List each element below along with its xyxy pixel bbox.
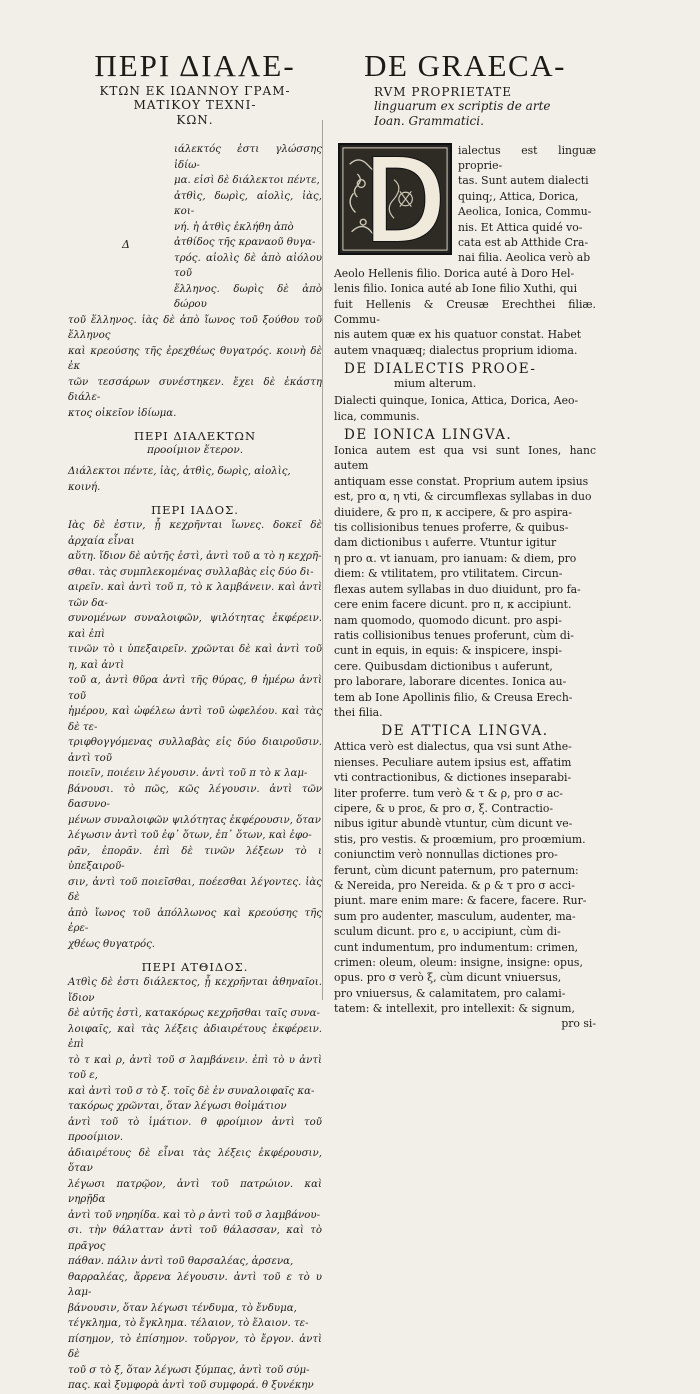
latin-paragraph: Dialecti quinque, Ionica, Attica, Dorica, Aeo- lica, communis. <box>334 394 579 423</box>
latin-section-dialects <box>334 361 596 424</box>
greek-section-attic <box>68 960 322 1394</box>
intro-block <box>334 143 596 359</box>
latin-section-ionic <box>334 427 596 720</box>
section-subheading: προοίμιον ἕτερον. <box>146 444 244 457</box>
latin-title-caps: RVM PROPRIETATE <box>374 84 513 99</box>
latin-title <box>334 50 596 129</box>
section-heading: ΠΕΡΙ ΙΑΔΟΣ. <box>151 503 239 518</box>
latin-column <box>334 50 596 1030</box>
section-heading: DE ATTICA LINGVA. <box>381 723 549 740</box>
latin-intro-continued: Aeolo Hellenis filio. Dorica auté à Doro Hel- lenis filio. Ionica auté ab Ione filio Xuthi, qui fuit Hellenis & Creusæ Erechthei filiæ. Commu- nis autem quæ ex his quatuor constat. Habet autem vnaquæq; dialectus proprium idioma. <box>334 266 596 357</box>
greek-column <box>68 50 322 1394</box>
greek-title-main: ΠΕΡΙ ΔΙΑΛΕ- <box>94 48 296 83</box>
greek-section-dialects <box>68 429 322 495</box>
latin-paragraph: Ionica autem est qua vsi sunt Iones, hanc autem antiquam esse constat. Proprium autem ipsius est, pro α, η vti, & circumflexas syllabas in duo diuidere, & pro π, κ accipere, & pro aspira- tis collisionibus tenues proferre, & quibus- dam dictionibus ι auferre. Vtuntur igitur η pro α. vt ianuam, pro ianuam: & diem, pro diem: & vtilitatem, pro vtilitatem. Circun- flexas autem syllabas in duo diuidunt, pro fa- cere enim facere dicunt. pro π, κ accipiunt. nam quomodo, quomodo dicunt. pro aspi- ratis collisionibus tenues proferunt, cùm di- cunt in equis, in equis: & inspicere, inspi- cere. Quibusdam dictionibus ι auferunt, pro laborare, laborare dicentes. Ionica au- tem ab Ione Apollinis filio, & Creusa Erech- thei filia. <box>334 444 596 719</box>
latin-section-attic <box>334 723 596 1029</box>
section-subheading: mium alterum. <box>394 377 477 391</box>
greek-title-line: ΚΩΝ. <box>176 112 214 127</box>
greek-paragraph: Ατθὶς δὲ ἐστι διάλεκτος, ᾗ κεχρῆνται ἀθηναῖοι. ἴδιον δὲ αὐτῆς ἐστὶ, κατακόρως κεχρῆσθαι ταῖς συνα- λοιφαῖς, καὶ τὰς λέξεις ἀδιαιρέτους ἐκφέρειν. ἐπὶ τὸ τ καὶ ρ, ἀντὶ τοῦ σ λαμβάνειν. ἐπὶ τὸ υ ἀντὶ τοῦ ε, καὶ ἀντὶ τοῦ σ τὸ ξ. τοῖς δὲ ἐν συναλοιφαῖς κα- τακόρως χρῶνται, ὅταν λέγωσι θοἰμάτιον ἀντὶ τοῦ τὸ ἱμάτιον. θ φροίμιον ἀντὶ τοῦ προοίμιον. ἀδιαιρέτους δὲ εἶναι τὰς λέξεις ἐκφέρουσιν, ὅταν λέγωσι πατρῷον, ἀντὶ τοῦ πατρώιον. καὶ νηρῇδα ἀντὶ τοῦ νηρηίδα. καὶ τὸ ρ ἀντὶ τοῦ σ λαμβάνου- σι. τὴν θάλατταν ἀντὶ τοῦ θάλασσαν, καὶ τὸ πρᾶγος πάθαν. πάλιν ἀντὶ τοῦ θαρσαλέας, ἀρσενα, θαρραλέας, ἄρρενα λέγουσιν. ἀντὶ τοῦ ε τὸ υ λαμ- βάνουσιν, ὅταν λέγωσι τένδυμα, τὸ ἔνδυμα, τέγκλημα, τὸ ἔγκλημα. τέλαιον, τὸ ἔλαιον. τε- πίσημον, τὸ ἐπίσημον. τοὔργον, τὸ ἔργον. ἀντὶ δὲ τοῦ σ τὸ ξ, ὅταν λέγωσι ξύμπας, ἀντὶ τοῦ σύμ- πας. καὶ ξυμφορὰ ἀντὶ τοῦ συμφορά. θ ξυνέκην <box>68 977 322 1392</box>
greek-title <box>68 50 322 126</box>
greek-intro-continued: τοῦ ἕλληνος. ἰὰς δὲ ἀπὸ ἴωνος τοῦ ξούθου τοῦ ἕλληνος καὶ κρεούσης τῆς ἐρεχθέως θυγατρός. κοινὴ δὲ ἐκ τῶν τεσσάρων συνέστηκεν. ἔχει δὲ ἑκάστη διάλε- κτος οἰκεῖον ἰδίωμα. <box>68 314 322 419</box>
greek-paragraph: Ιὰς δὲ ἐστιν, ᾗ κεχρῆνται ἴωνες. δοκεῖ δὲ ἀρχαία εἶναι αὕτη. ἴδιον δὲ αὐτῆς ἐστὶ, ἀντὶ τοῦ α τὸ η κεχρῆ- σθαι. τὰς συμπλεκομένας συλλαβὰς εἰς δύο δι- αιρεῖν. καὶ ἀντὶ τοῦ π, τὸ κ λαμβάνειν. καὶ ἀντὶ τῶν δα- συνομένων συναλοιφῶν, ψιλότητας ἐκφέρειν. καὶ ἐπὶ τινῶν τὸ ι ὑπεξαιρεῖν. χρῶνται δὲ καὶ ἀντὶ τοῦ η, καὶ ἀντὶ τοῦ α, ἀντὶ θῦρα ἀντὶ τῆς θύρας, θ ἡμέρω ἀντὶ τοῦ ἡμέρου, καὶ ὠφέλεω ἀντὶ τοῦ ὠφελέου. καὶ τὰς δὲ τε- τριφθογγόμενας συλλαβὰς εἰς δύο διαιροῦσιν. ἀντὶ τοῦ ποιεῖν, ποιέειν λέγουσιν. ἀντὶ τοῦ π τὸ κ λαμ- βάνουσι. τὸ πῶς, κῶς λέγουσιν. ἀντὶ τῶν δασυνο- μένων συναλοιφῶν ψιλότητας ἐκφέρουσιν, ὅταν λέγωσιν ἀντὶ τοῦ ἐφ᾽ ὅτων, ἐπ᾽ ὅτων, καὶ ἐφο- ρᾶν, ἐπορᾶν. ἐπὶ δὲ τινῶν λέξεων τὸ ι ὑπεξαιροῦ- σιν, ἀντὶ τοῦ ποιεῖσθαι, ποέεσθαι λέγοντες. ἰὰς δὲ ἀπὸ ἴωνος τοῦ ἀπόλλωνος καὶ κρεούσης τῆς ἐρε- χθέως θυγατρός. <box>68 520 322 950</box>
column-divider <box>322 120 323 1000</box>
greek-title-line: ΜΑΤΙΚΟΥ ΤΕΧΝΙ- <box>133 98 257 113</box>
section-heading: DE IONICA LINGVA. <box>344 427 513 444</box>
decorated-initial-d <box>338 143 452 255</box>
section-heading: ΠΕΡΙ ΑΤΘΙΔΟΣ. <box>141 960 249 975</box>
greek-title-line: ΚΤΩΝ ΕΚ ΙΩΑΝΝΟΥ ΓΡΑΜ- <box>99 83 291 98</box>
ornamental-d-icon <box>340 145 450 253</box>
greek-initial-letter: Δ <box>122 238 130 251</box>
section-heading: ΠΕΡΙ ΔΙΑΛΕΚΤΩΝ <box>133 429 257 444</box>
greek-section-ionic <box>68 503 322 952</box>
greek-paragraph: Διάλεκτοι πέντε, ἰὰς, ἀτθὶς, δωρὶς, αἰολὶς, κοινή. <box>68 466 291 493</box>
section-heading: DE DIALECTIS PROOE- <box>344 361 537 378</box>
latin-title-line: Ioan. Grammatici. <box>374 113 484 128</box>
latin-intro: ialectus est linguæ proprie- tas. Sunt autem dialecti quinq;, Attica, Dorica, Aeolica, Ionica, Commu- nis. Et Attica quidé vo- cata est ab Atthide Cra- nai filia. Aeolica verò ab <box>458 143 596 265</box>
latin-title-line: linguarum ex scriptis de arte <box>374 98 551 113</box>
latin-paragraph: Attica verò est dialectus, qua vsi sunt Athe- nienses. Peculiare autem ipsius est, affatim vti contractionibus, & dictiones inseparabi- liter proferre. tum verò & τ & ρ, pro σ ac- cipere, & υ proε, & pro σ, ξ. Contractio- nibus igitur abundè vtuntur, cùm dicunt ve- stis, pro vestis. & proœmium, pro proœmium. coniunctim verò nonnullas dictiones pro- ferunt, cùm dicunt paternum, pro paternum: & Nereida, pro Nereida. & ρ & τ pro σ acci- piunt. mare enim mare: & facere, facere. Rur- sum pro audenter, masculum, audenter, ma- sculum dicunt. pro ε, υ accipiunt, cùm di- cunt indumentum, pro indumentum: crimen, crimen: oleum, oleum: insigne, insigne: opus, opus. pro σ verò ξ, cùm dicunt vniuersus, pro vniuersus, & calamitatem, pro calami- tatem: & intellexit, pro intellexit: & signum, <box>334 740 587 1016</box>
greek-intro: ιάλεκτός ἐστι γλώσσης ἰδίω- μα. εἰσὶ δὲ διάλεκτοι πέντε, ἀτθὶς, δωρὶς, αἰολὶς, ἰὰς, κοι- νή. ἡ ἀτθὶς ἐκλήθη ἀπὸ ἀτθίδος τῆς κραναοῦ θυγα- τρός. αἰολὶς δὲ ἀπὸ αἰόλου τοῦ ἕλληνος. δωρὶς δὲ ἀπὸ δώρου <box>174 144 322 311</box>
latin-title-main: DE GRAECA- <box>364 48 566 83</box>
catchword: pro si- <box>561 1016 596 1030</box>
